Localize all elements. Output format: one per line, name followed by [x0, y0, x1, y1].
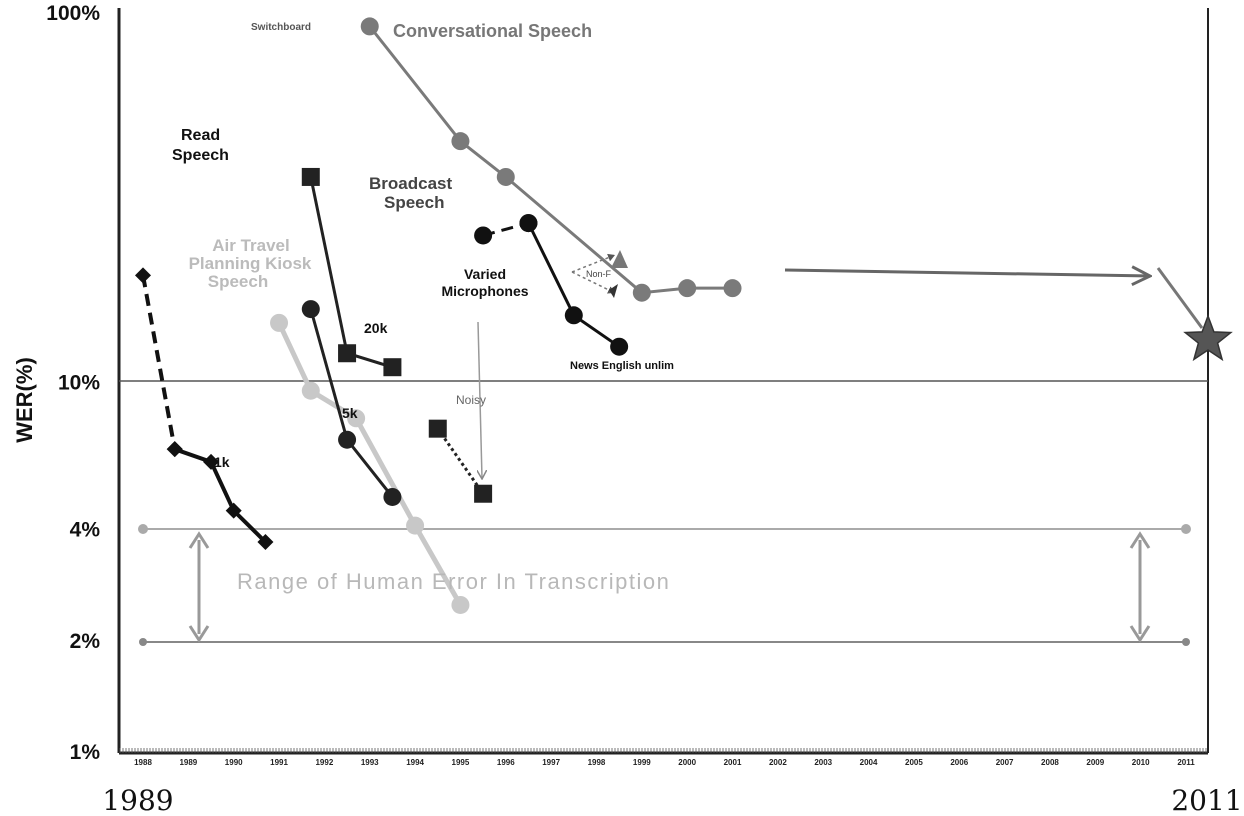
x-tick-label: 2010: [1131, 758, 1150, 767]
data-point-rm1k: [135, 267, 151, 283]
data-point-conversational: [678, 279, 696, 297]
annotation-conversational-speech: Conversational Speech: [393, 21, 593, 41]
x-tick-label: 2005: [905, 758, 923, 767]
corner-label-right: 2011: [1171, 784, 1243, 816]
series-line-broadcast: [528, 223, 619, 347]
upper-bound-right-dot: [1181, 524, 1191, 534]
x-tick-label: 1991: [270, 758, 288, 767]
x-tick-label: 1988: [134, 758, 152, 767]
data-point-conversational: [451, 132, 469, 150]
annotation-air-travel: Air Travel: [212, 236, 290, 255]
x-tick-label: 2006: [950, 758, 969, 767]
y-tick-label: 4%: [69, 518, 100, 542]
x-tick-label: 1994: [406, 758, 424, 767]
data-point-broadcast: [519, 214, 537, 232]
x-tick-label: 1995: [451, 758, 470, 767]
y-tick-label: 2%: [69, 629, 100, 653]
data-point-kiosk: [451, 596, 469, 614]
data-point-rm20k: [338, 344, 356, 362]
data-point-rm5k: [302, 300, 320, 318]
x-tick-label: 1993: [360, 758, 379, 767]
series-line-rm5k: [311, 309, 393, 497]
x-tick-label: 2011: [1177, 758, 1195, 767]
data-point-rm5k: [383, 488, 401, 506]
x-tick-label: 2007: [995, 758, 1014, 767]
x-tick-label: 2002: [768, 758, 787, 767]
y-axis-label: WER(%): [12, 357, 37, 443]
series-varied: [429, 420, 492, 503]
annotation-noisy: Noisy: [456, 393, 487, 407]
data-point-kiosk: [270, 314, 288, 332]
data-point-broadcast: [565, 306, 583, 324]
data-point-conversational: [633, 284, 651, 302]
annotation-1k: 1k: [214, 454, 230, 470]
x-tick-label: 2003: [814, 758, 833, 767]
x-tick-label: 1990: [224, 758, 243, 767]
x-tick-label: 1992: [315, 758, 334, 767]
annotation-read-speech: Speech: [172, 147, 229, 164]
series-rm1k: [135, 267, 183, 457]
x-tick-label: 1999: [632, 758, 651, 767]
x-tick-label: 2009: [1086, 758, 1105, 767]
data-point-broadcast-dash: [474, 226, 492, 244]
data-point-conversational: [497, 168, 515, 186]
annotation-microphones: Microphones: [441, 283, 529, 299]
non-f-triangle-marker: [611, 250, 628, 268]
x-tick-label: 2000: [678, 758, 697, 767]
y-tick-label: 1%: [69, 741, 100, 764]
series-line-rm20k: [311, 177, 393, 367]
y-tick-label: 100%: [46, 2, 100, 25]
annotation-read: Read: [181, 127, 221, 144]
lower-bound-right-dot: [1182, 638, 1190, 646]
data-point-broadcast: [610, 338, 628, 356]
series-line-conversational: [370, 26, 733, 292]
x-tick-label: 2001: [723, 758, 742, 767]
annotation-planning-kiosk: Planning Kiosk: [188, 254, 312, 273]
annotation-switchboard: Switchboard: [251, 22, 312, 33]
upper-bound-left-dot: [138, 524, 148, 534]
data-point-varied: [474, 485, 492, 503]
y-tick-label: 10%: [57, 371, 100, 395]
annotation-non-f: Non-F: [586, 269, 612, 279]
series-layer: [135, 17, 742, 614]
annotation-human-error-range: Range of Human Error In Transcription: [237, 569, 671, 594]
data-point-varied: [429, 420, 447, 438]
star-connector-line: [1158, 268, 1202, 328]
data-point-rm20k: [302, 168, 320, 186]
annotation-varied: Varied: [463, 266, 507, 282]
x-tick-labels: [134, 758, 1195, 767]
annotation-kiosk-speech: Speech: [207, 272, 269, 291]
x-tick-label: 1998: [587, 758, 606, 767]
annotations: [172, 21, 674, 594]
series-conversational: [361, 17, 742, 301]
annotation-broadcast: Broadcast: [369, 174, 453, 193]
annotation-20k: 20k: [364, 320, 388, 336]
annotation-5k: 5k: [342, 405, 358, 421]
x-tick-label: 2004: [859, 758, 878, 767]
series-line-kiosk: [279, 323, 460, 605]
corner-label-left: 1989: [102, 784, 174, 816]
data-point-conversational: [361, 17, 379, 35]
series-line-rm1k: [143, 275, 175, 449]
annotation-broadcast-speech: Speech: [384, 193, 445, 212]
x-tick-label: 1989: [179, 758, 198, 767]
data-point-rm1k-b: [167, 441, 183, 457]
trend-arrow: [785, 270, 1150, 276]
data-point-conversational: [724, 279, 742, 297]
data-point-kiosk: [302, 382, 320, 400]
data-point-kiosk: [406, 517, 424, 535]
y-tick-labels: [46, 2, 100, 764]
x-tick-label: 1996: [496, 758, 515, 767]
series-line-varied: [438, 429, 483, 494]
annotation-news-english: News English unlim: [570, 360, 674, 372]
data-point-rm5k: [338, 431, 356, 449]
x-tick-label: 2008: [1041, 758, 1059, 767]
data-point-rm20k: [383, 358, 401, 376]
lower-bound-left-dot: [139, 638, 147, 646]
x-tick-label: 1997: [542, 758, 561, 767]
